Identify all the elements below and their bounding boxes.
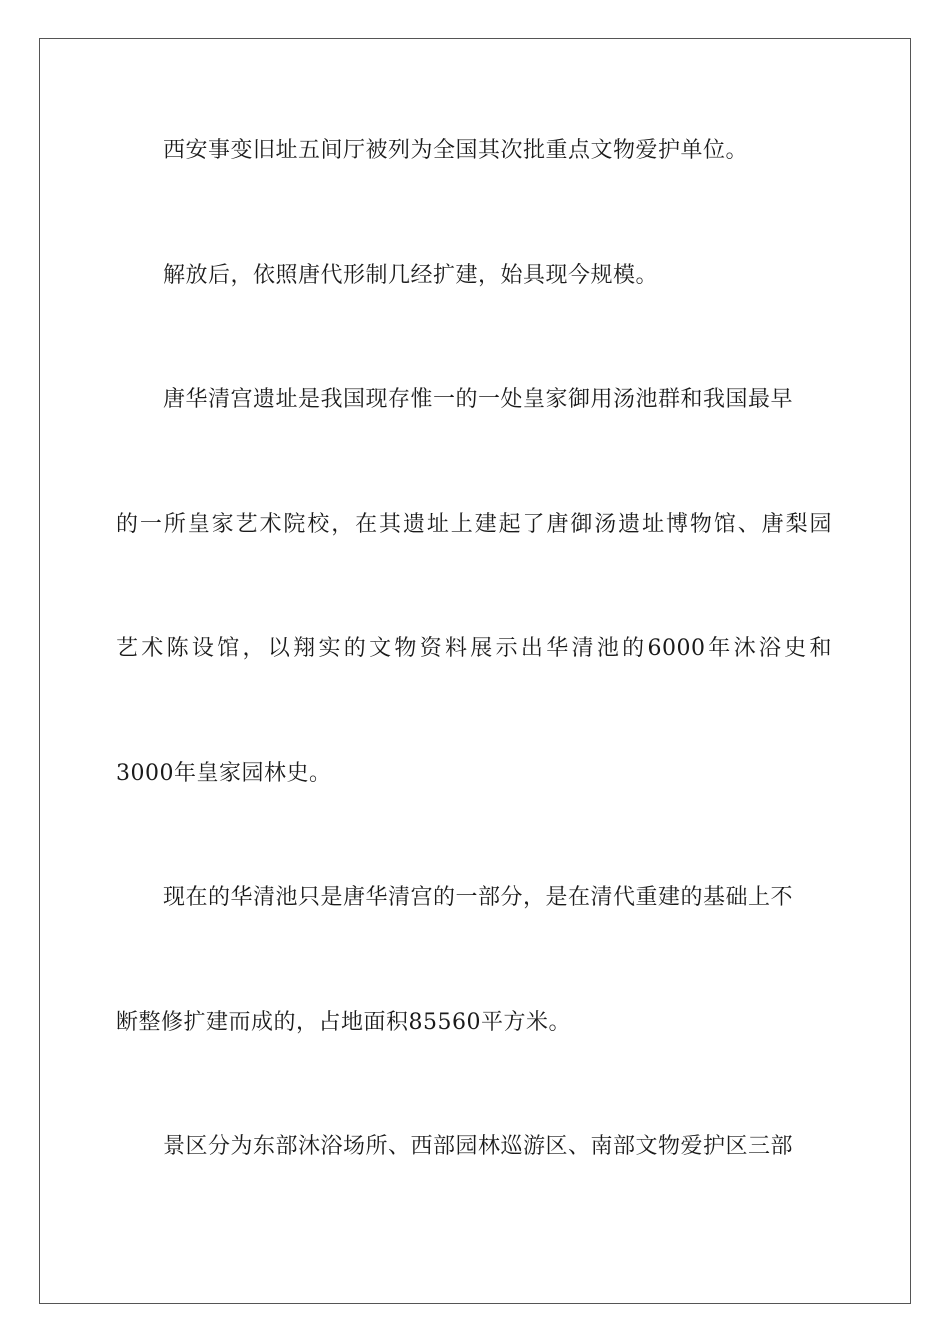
paragraph-line: 断整修扩建而成的，占地面积85560平方米。 [116, 1010, 571, 1035]
paragraph-line: 解放后，依照唐代形制几经扩建，始具现今规模。 [163, 263, 659, 288]
paragraph-line: 的一所皇家艺术院校，在其遗址上建起了唐御汤遗址博物馆、唐梨园 [116, 512, 832, 537]
page-border [39, 38, 911, 1304]
paragraph-line: 西安事变旧址五间厅被列为全国其次批重点文物爱护单位。 [163, 138, 749, 163]
paragraph-line: 艺术陈设馆，以翔实的文物资料展示出华清池的6000年沐浴史和 [116, 636, 832, 661]
paragraph-line: 3000年皇家园林史。 [116, 761, 332, 786]
paragraph-line: 唐华清宫遗址是我国现存惟一的一处皇家御用汤池群和我国最早 [163, 387, 794, 412]
paragraph-line: 景区分为东部沐浴场所、西部园林巡游区、南部文物爱护区三部 [163, 1134, 794, 1159]
paragraph-line: 现在的华清池只是唐华清宫的一部分，是在清代重建的基础上不 [163, 885, 794, 910]
